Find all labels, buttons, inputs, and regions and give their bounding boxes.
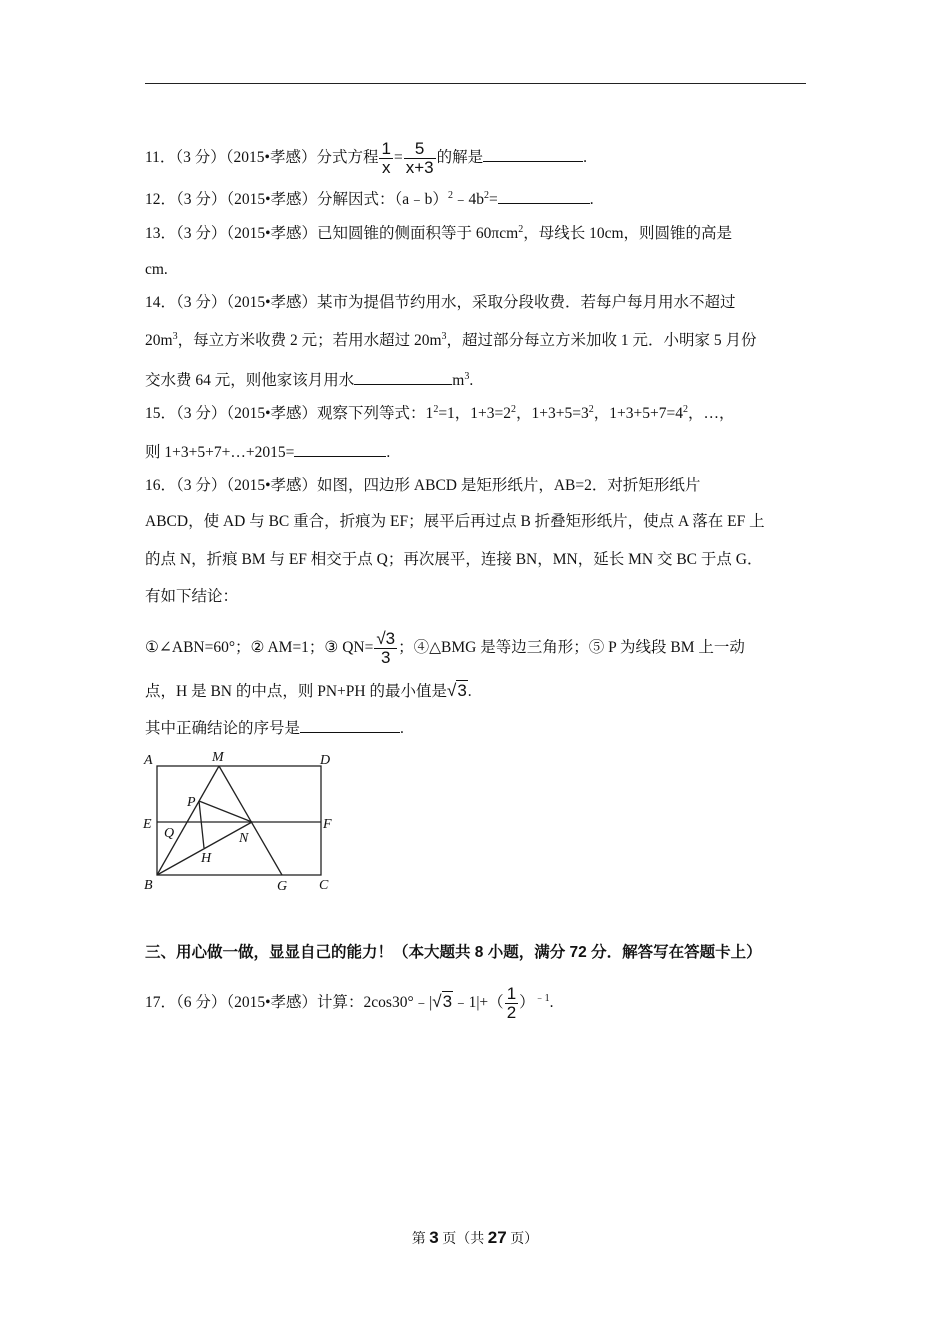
question-16-conclusions: ①∠ABN=60°；② AM=1；③ QN= $\frac{√3}{3}$ ；④△BMG 是等边三角形；⑤ P 为线段 BM 上一动: [145, 629, 745, 667]
question-16-line3: 的点 N，折痕 BM 与 EF 相交于点 Q；再次展平，连接 BN，MN，延长 MN 交 BC 于点 G．: [145, 551, 763, 568]
question-11: 11．（3 分）（2015•孝感）分式方程 $\frac{1}{x}$ = $\frac{5}{x+3}$ 的解是 .: [145, 139, 587, 177]
sqrt-3: √3: [446, 681, 467, 700]
question-15: 15．（3 分）（2015•孝感）观察下列等式：$1^2=1$，$1+3=2^2$，$1+3+5=3^2$，$1+3+5+7=4^2$，…，: [145, 404, 735, 422]
question-14: 14．（3 分）（2015•孝感）某市为提倡节约用水，采取分段收费．若每户每月用水不超过: [145, 294, 736, 311]
question-14-line3: 交水费 64 元，则他家该月用水 $m^3$.: [145, 371, 474, 389]
rectangle-abcd: [157, 766, 321, 875]
label-n: N: [239, 831, 249, 846]
label-a: A: [144, 753, 153, 768]
label-p: P: [187, 795, 196, 810]
question-16-line7: 其中正确结论的序号是 .: [145, 717, 404, 739]
answer-blank[interactable]: [483, 146, 583, 162]
sqrt-3: √3: [432, 992, 453, 1012]
segment-mg: [219, 766, 282, 875]
segment-pn: [199, 801, 252, 822]
question-13-line2: cm.: [145, 261, 168, 278]
question-13: 13．（3 分）（2015•孝感）已知圆锥的侧面积等于 60πcm$^2$，母线长 10cm，则圆锥的高是: [145, 224, 733, 242]
fraction-5-over-x-plus-3: $\frac{5}{x+3}$: [405, 139, 434, 177]
answer-blank[interactable]: [354, 369, 452, 385]
label-e: E: [143, 817, 152, 832]
label-q: Q: [164, 826, 175, 841]
label-d: D: [320, 753, 331, 768]
fraction-1-over-x: $\frac{1}{x}$: [381, 139, 391, 177]
segment-ph: [199, 801, 204, 848]
label-f: F: [323, 817, 332, 832]
fraction-1-over-2: $\frac{1}{2}$: [506, 984, 517, 1022]
label-m: M: [212, 750, 224, 765]
label-b: B: [144, 878, 153, 893]
section-3-heading: 三、用心做一做，显显自己的能力！（本大题共 8 小题，满分 72 分．解答写在答题卡上）: [145, 944, 762, 961]
page-footer: 第 3 页（共 27 页）: [411, 1228, 539, 1247]
answer-blank[interactable]: [300, 717, 400, 733]
question-17: 17．（6 分）（2015•孝感）计算：2cos30°﹣|√3﹣1|+（ $\frac{1}{2}$ ）$^{﹣1}$.: [145, 984, 554, 1022]
header-rule: [145, 83, 806, 84]
question-15-line2: 则 1+3+5+7+…+2015= .: [145, 441, 390, 463]
page-number: 3: [429, 1228, 439, 1247]
geometry-figure: [140, 750, 340, 895]
question-12: 12．（3 分）（2015•孝感）分解因式：$(a﹣b)^2﹣4b^2=$ .: [145, 190, 594, 208]
question-16-line2: ABCD，使 AD 与 BC 重合，折痕为 EF；展平后再过点 B 折叠矩形纸片，使点 A 落在 EF 上: [145, 513, 765, 530]
label-g: G: [277, 879, 288, 894]
page-total: 27: [487, 1228, 507, 1247]
question-14-line2: $20m^3$，每立方米收费 2 元；若用水超过 $20m^3$，超过部分每立方米加收 1 元．小明家 5 月份: [145, 331, 757, 349]
question-16-line6: 点，H 是 BN 的中点，则 PN+PH 的最小值是√3.: [145, 681, 472, 700]
fraction-sqrt3-over-3: $\frac{√3}{3}$: [376, 629, 396, 667]
answer-blank[interactable]: [294, 441, 386, 457]
question-16-line4: 有如下结论：: [145, 588, 239, 605]
answer-blank[interactable]: [498, 188, 590, 204]
label-h: H: [201, 851, 212, 866]
label-c: C: [319, 878, 329, 893]
question-16: 16．（3 分）（2015•孝感）如图，四边形 ABCD 是矩形纸片，AB=2．对折矩形纸片: [145, 477, 701, 494]
